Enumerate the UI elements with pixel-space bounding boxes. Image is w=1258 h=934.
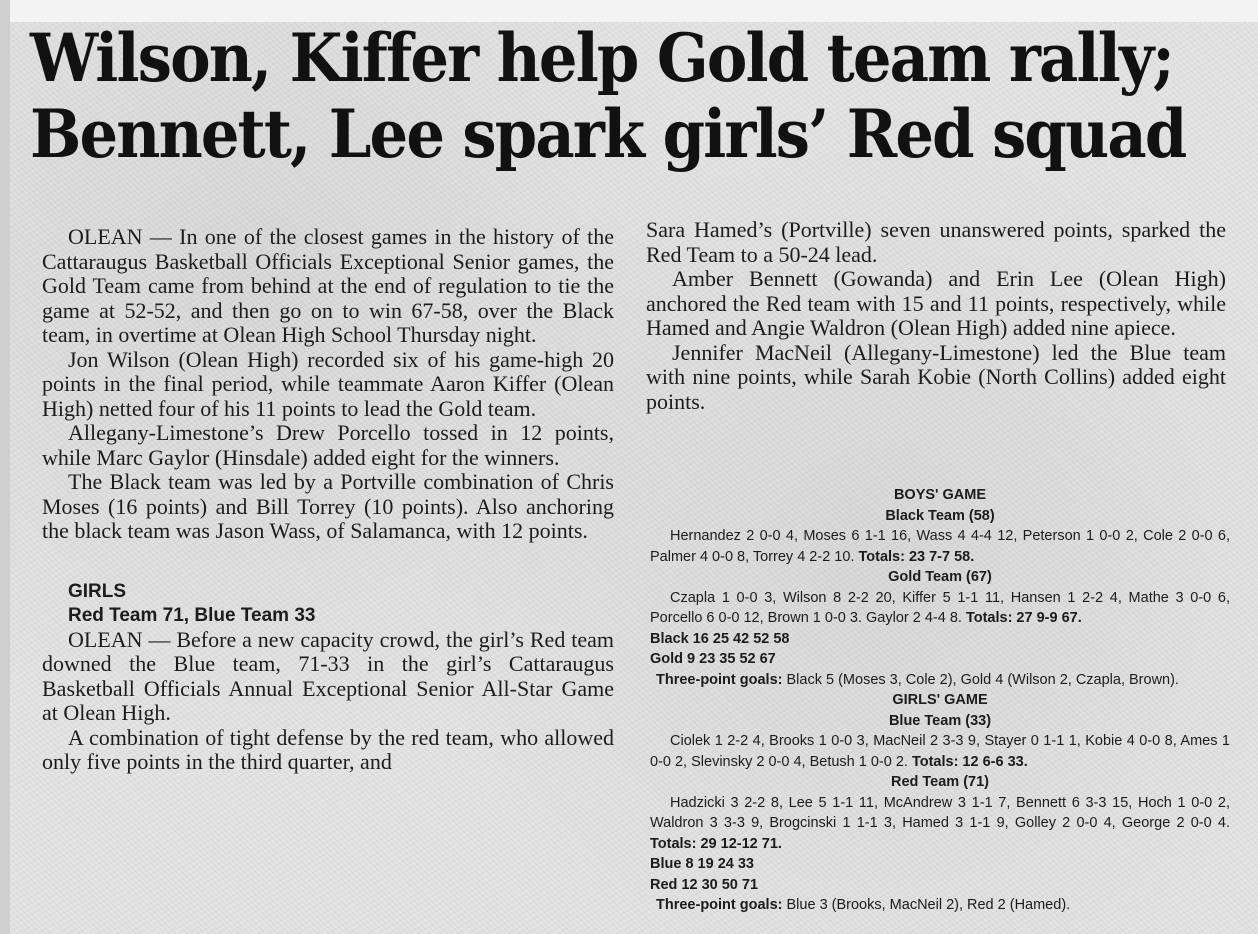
scan-left-edge: [0, 0, 10, 934]
paragraph-continued: Sara Hamed’s (Portville) seven unanswered points, sparked the Red Team to a 50-24 lead.: [646, 217, 1226, 267]
boys-three-point-goals: [650, 670, 1230, 691]
paragraph: OLEAN — Before a new capacity crowd, the girl’s Red team downed the Blue team, 71-33 in the girl’s Cattaraugus Basketball Officials Annual Exceptional Senior All-Star Game at Olean High.: [42, 626, 614, 725]
gold-team-title: Gold Team (67): [888, 569, 992, 585]
paragraph: Jennifer MacNeil (Allegany-Limestone) led the Blue team with nine points, while Sarah Kobie (North Collins) added eight points.: [646, 339, 1226, 414]
girls-section-heading: GIRLS: [68, 580, 127, 602]
girls-three-text: Blue 3 (Brooks, MacNeil 2), Red 2 (Hamed).: [786, 897, 1071, 913]
black-totals: Totals: 23 7-7 58.: [858, 548, 975, 565]
paragraph: OLEAN — In one of the closest games in the history of the Cattaraugus Basketball Officials Exceptional Senior games, the Gold Team came from behind at the end of regulation to tie the game at 52-52, and then go on to win 67-58, over the Black team, in overtime at Olean High School Thursday night.: [42, 224, 614, 347]
blue-totals: Totals: 12 6-6 33.: [911, 753, 1028, 770]
black-team-stats: [650, 526, 1230, 567]
girls-line-score-red: Red 12 30 50 71: [650, 876, 759, 893]
red-team-title: Red Team (71): [890, 774, 990, 790]
box-score: [650, 485, 1230, 916]
headline: [30, 19, 1186, 173]
gold-totals: Totals: 27 9-9 67.: [965, 610, 1082, 626]
red-team-stats: [650, 793, 1230, 855]
red-totals: Totals: 29 12-12 71.: [650, 835, 782, 852]
paragraph: Jon Wilson (Olean High) recorded six of his game-high 20 points in the final period, while teammate Aaron Kiffer (Olean High) netted four of his 11 points to lead the Gold team.: [42, 346, 614, 421]
paragraph: Allegany-Limestone’s Drew Porcello tossed in 12 points, while Marc Gaylor (Hinsdale) added eight for the winners.: [42, 420, 614, 470]
boys-three-text: Black 5 (Moses 3, Cole 2), Gold 4 (Wilson 2, Czapla, Brown).: [786, 671, 1179, 688]
paragraph: Amber Bennett (Gowanda) and Erin Lee (Olean High) anchored the Red team with 15 and 11 points, respectively, while Hamed and Angie Waldron (Olean High) added nine apiece.: [646, 266, 1226, 340]
left-column: [42, 225, 614, 775]
black-team-title: Black Team (58): [885, 507, 995, 524]
girls-game-title: GIRLS' GAME: [892, 692, 988, 708]
blue-team-title: Blue Team (33): [888, 712, 992, 729]
paragraph: The Black team was led by a Portville combination of Chris Moses (16 points) and Bill Torrey (10 points). Also anchoring the black team was Jason Wass, of Salamanca, with 12 points.: [42, 469, 614, 543]
black-players: Hernandez 2 0-0 4, Moses 6 1-1 16, Wass 4 4-4 12, Peterson 1 0-0 2, Cole 2 0-0 6, Palmer 4 0-0 8, Torrey 4 2-2 10.: [650, 528, 1230, 565]
boys-line-score-gold: Gold 9 23 35 52 67: [650, 651, 776, 667]
girls-line-score-blue: Blue 8 19 24 33: [650, 856, 754, 872]
red-players: Hadzicki 3 2-2 8, Lee 5 1-1 11, McAndrew 3 1-1 7, Bennett 6 3-3 15, Hoch 1 0-0 2, Waldron 3 3-3 9, Brogcinski 1 1-1 3, Hamed 3 1-1 9, Golley 2 0-0 4, George 2 0-0 4.: [650, 794, 1230, 831]
gold-team-stats: [650, 588, 1230, 629]
boys-line-score-black: Black 16 25 42 52 58: [650, 630, 790, 647]
boys-game-title: BOYS' GAME: [893, 487, 987, 503]
right-column: [646, 218, 1226, 414]
girls-score-subheading: Red Team 71, Blue Team 33: [68, 604, 316, 626]
blue-players: Ciolek 1 2-2 4, Brooks 1 0-0 3, MacNeil 2 3-3 9, Stayer 0 1-1 1, Kobie 4 0-0 8, Ames 1 0-0 2, Slevinsky 2 0-0 4, Betush 1 0-0 2.: [650, 733, 1230, 770]
headline-line-2: Bennett, Lee spark girls’ Red squad: [30, 95, 1186, 173]
blue-team-stats: [650, 731, 1230, 772]
girls-three-label: Three-point goals:: [656, 897, 783, 913]
paragraph: A combination of tight defense by the red team, who allowed only five points in the third quarter, and: [42, 724, 614, 774]
gold-players: Czapla 1 0-0 3, Wilson 8 2-2 20, Kiffer 5 1-1 11, Hansen 1 2-2 4, Mathe 3 0-0 6, Porcello 6 0-0 12, Brown 1 0-0 3. Gaylor 2 4-4 8.: [650, 589, 1230, 626]
boys-three-label: Three-point goals:: [656, 671, 783, 688]
girls-three-point-goals: [650, 895, 1230, 916]
headline-line-1: Wilson, Kiffer help Gold team rally;: [30, 19, 1174, 97]
spacer: [42, 544, 614, 580]
